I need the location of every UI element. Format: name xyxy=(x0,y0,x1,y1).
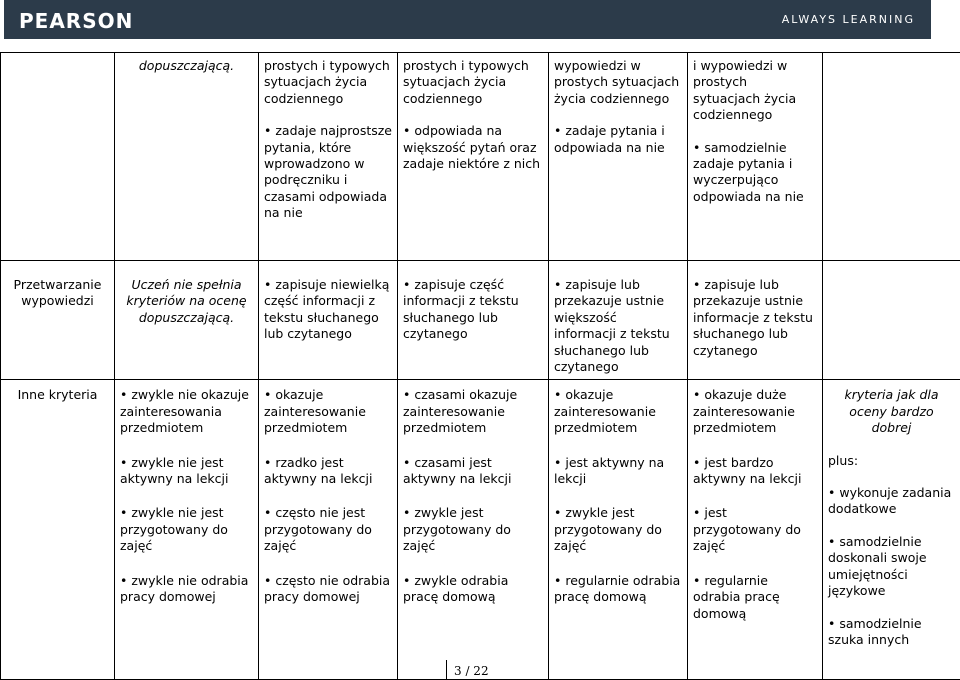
list-item: • jest aktywny na lekcji xyxy=(554,455,682,488)
table-cell xyxy=(823,261,960,380)
list-item: • często nie jest przygotowany do zajęć xyxy=(264,505,392,554)
list-item: • okazuje zainteresowanie przedmiotem xyxy=(554,387,682,436)
list-item: • zwykle odrabia pracę domową xyxy=(403,573,543,606)
list-item: • zwykle nie jest aktywny na lekcji xyxy=(120,455,253,488)
table-cell xyxy=(823,380,960,680)
header-bar xyxy=(4,0,931,39)
table-cell xyxy=(549,380,688,680)
cell-text: dopuszczającą. xyxy=(120,58,253,74)
list-item: • zadaje najprostsze pytania, które wprowadzono w podręczniku i czasami odpowiada na nie xyxy=(264,123,392,221)
table-cell xyxy=(259,53,398,261)
list-item: • zwykle nie jest przygotowany do zajęć xyxy=(120,505,253,554)
list-item: • czasami jest aktywny na lekcji xyxy=(403,455,543,488)
list-item: • samodzielnie doskonali swoje umiejętności językowe xyxy=(828,534,955,600)
brand-slogan: ALWAYS LEARNING xyxy=(782,13,915,26)
list-item: • czasami okazuje zainteresowanie przedmiotem xyxy=(403,387,543,436)
table-cell xyxy=(115,380,259,680)
cell-text: prostych i typowych sytuacjach życia codziennego xyxy=(403,58,543,107)
table-row xyxy=(1,53,960,261)
list-item: • regularnie odrabia pracę domową xyxy=(554,573,682,606)
list-item: • samodzielnie zadaje pytania i wyczerpująco odpowiada na nie xyxy=(693,140,817,206)
row-label: Inne kryteria xyxy=(1,380,115,680)
list-item: • rzadko jest aktywny na lekcji xyxy=(264,455,392,488)
cell-text: kryteria jak dla oceny bardzo dobrej xyxy=(828,387,955,436)
row-label: Przetwarzanie wypowiedzi xyxy=(1,261,115,380)
table-cell xyxy=(398,261,549,380)
page-number: 3 / 22 xyxy=(454,664,489,678)
table-cell xyxy=(688,53,823,261)
list-item: • zapisuje lub przekazuje ustnie informacje z tekstu słuchanego lub czytanego xyxy=(693,277,817,359)
cell-text: Uczeń nie spełnia kryteriów na ocenę dopuszczającą. xyxy=(120,277,253,326)
table-cell xyxy=(823,53,960,261)
list-item: • często nie odrabia pracy domowej xyxy=(264,573,392,606)
list-item: • okazuje duże zainteresowanie przedmiotem xyxy=(693,387,817,436)
list-item: • zapisuje niewielką część informacji z tekstu słuchanego lub czytanego xyxy=(264,277,392,343)
list-item: • zwykle nie okazuje zainteresowania przedmiotem xyxy=(120,387,253,436)
table-cell xyxy=(398,380,549,680)
table-cell xyxy=(688,380,823,680)
table-cell xyxy=(549,261,688,380)
footer-divider xyxy=(446,660,447,679)
list-item: • samodzielnie szuka innych xyxy=(828,616,955,649)
table-cell xyxy=(115,53,259,261)
list-item: • zwykle jest przygotowany do zajęć xyxy=(403,505,543,554)
table-row xyxy=(1,261,960,380)
list-item: • regularnie odrabia pracę domową xyxy=(693,573,817,622)
list-item: • zwykle jest przygotowany do zajęć xyxy=(554,505,682,554)
cell-text: plus: xyxy=(828,453,955,469)
table-cell xyxy=(259,380,398,680)
brand-logo: PEARSON xyxy=(19,9,133,33)
table-cell xyxy=(688,261,823,380)
list-item: • zapisuje lub przekazuje ustnie większość informacji z tekstu słuchanego lub czytanego xyxy=(554,277,682,375)
list-item: • odpowiada na większość pytań oraz zadaje niektóre z nich xyxy=(403,123,543,172)
cell-text: i wypowiedzi w prostych sytuacjach życia codziennego xyxy=(693,58,817,124)
cell-text: wypowiedzi w prostych sytuacjach życia codziennego xyxy=(554,58,682,107)
list-item: • okazuje zainteresowanie przedmiotem xyxy=(264,387,392,436)
list-item: • zapisuje część informacji z tekstu słuchanego lub czytanego xyxy=(403,277,543,343)
criteria-table xyxy=(0,52,960,680)
list-item: • jest bardzo aktywny na lekcji xyxy=(693,455,817,488)
table-row xyxy=(1,380,960,680)
table-cell xyxy=(115,261,259,380)
list-item: • wykonuje zadania dodatkowe xyxy=(828,485,955,518)
table-cell xyxy=(549,53,688,261)
cell-text: prostych i typowych sytuacjach życia codziennego xyxy=(264,58,392,107)
list-item: • jest przygotowany do zajęć xyxy=(693,505,817,554)
list-item: • zadaje pytania i odpowiada na nie xyxy=(554,123,682,156)
list-item: • zwykle nie odrabia pracy domowej xyxy=(120,573,253,606)
table-cell xyxy=(259,261,398,380)
row-label xyxy=(1,53,115,261)
table-cell xyxy=(398,53,549,261)
